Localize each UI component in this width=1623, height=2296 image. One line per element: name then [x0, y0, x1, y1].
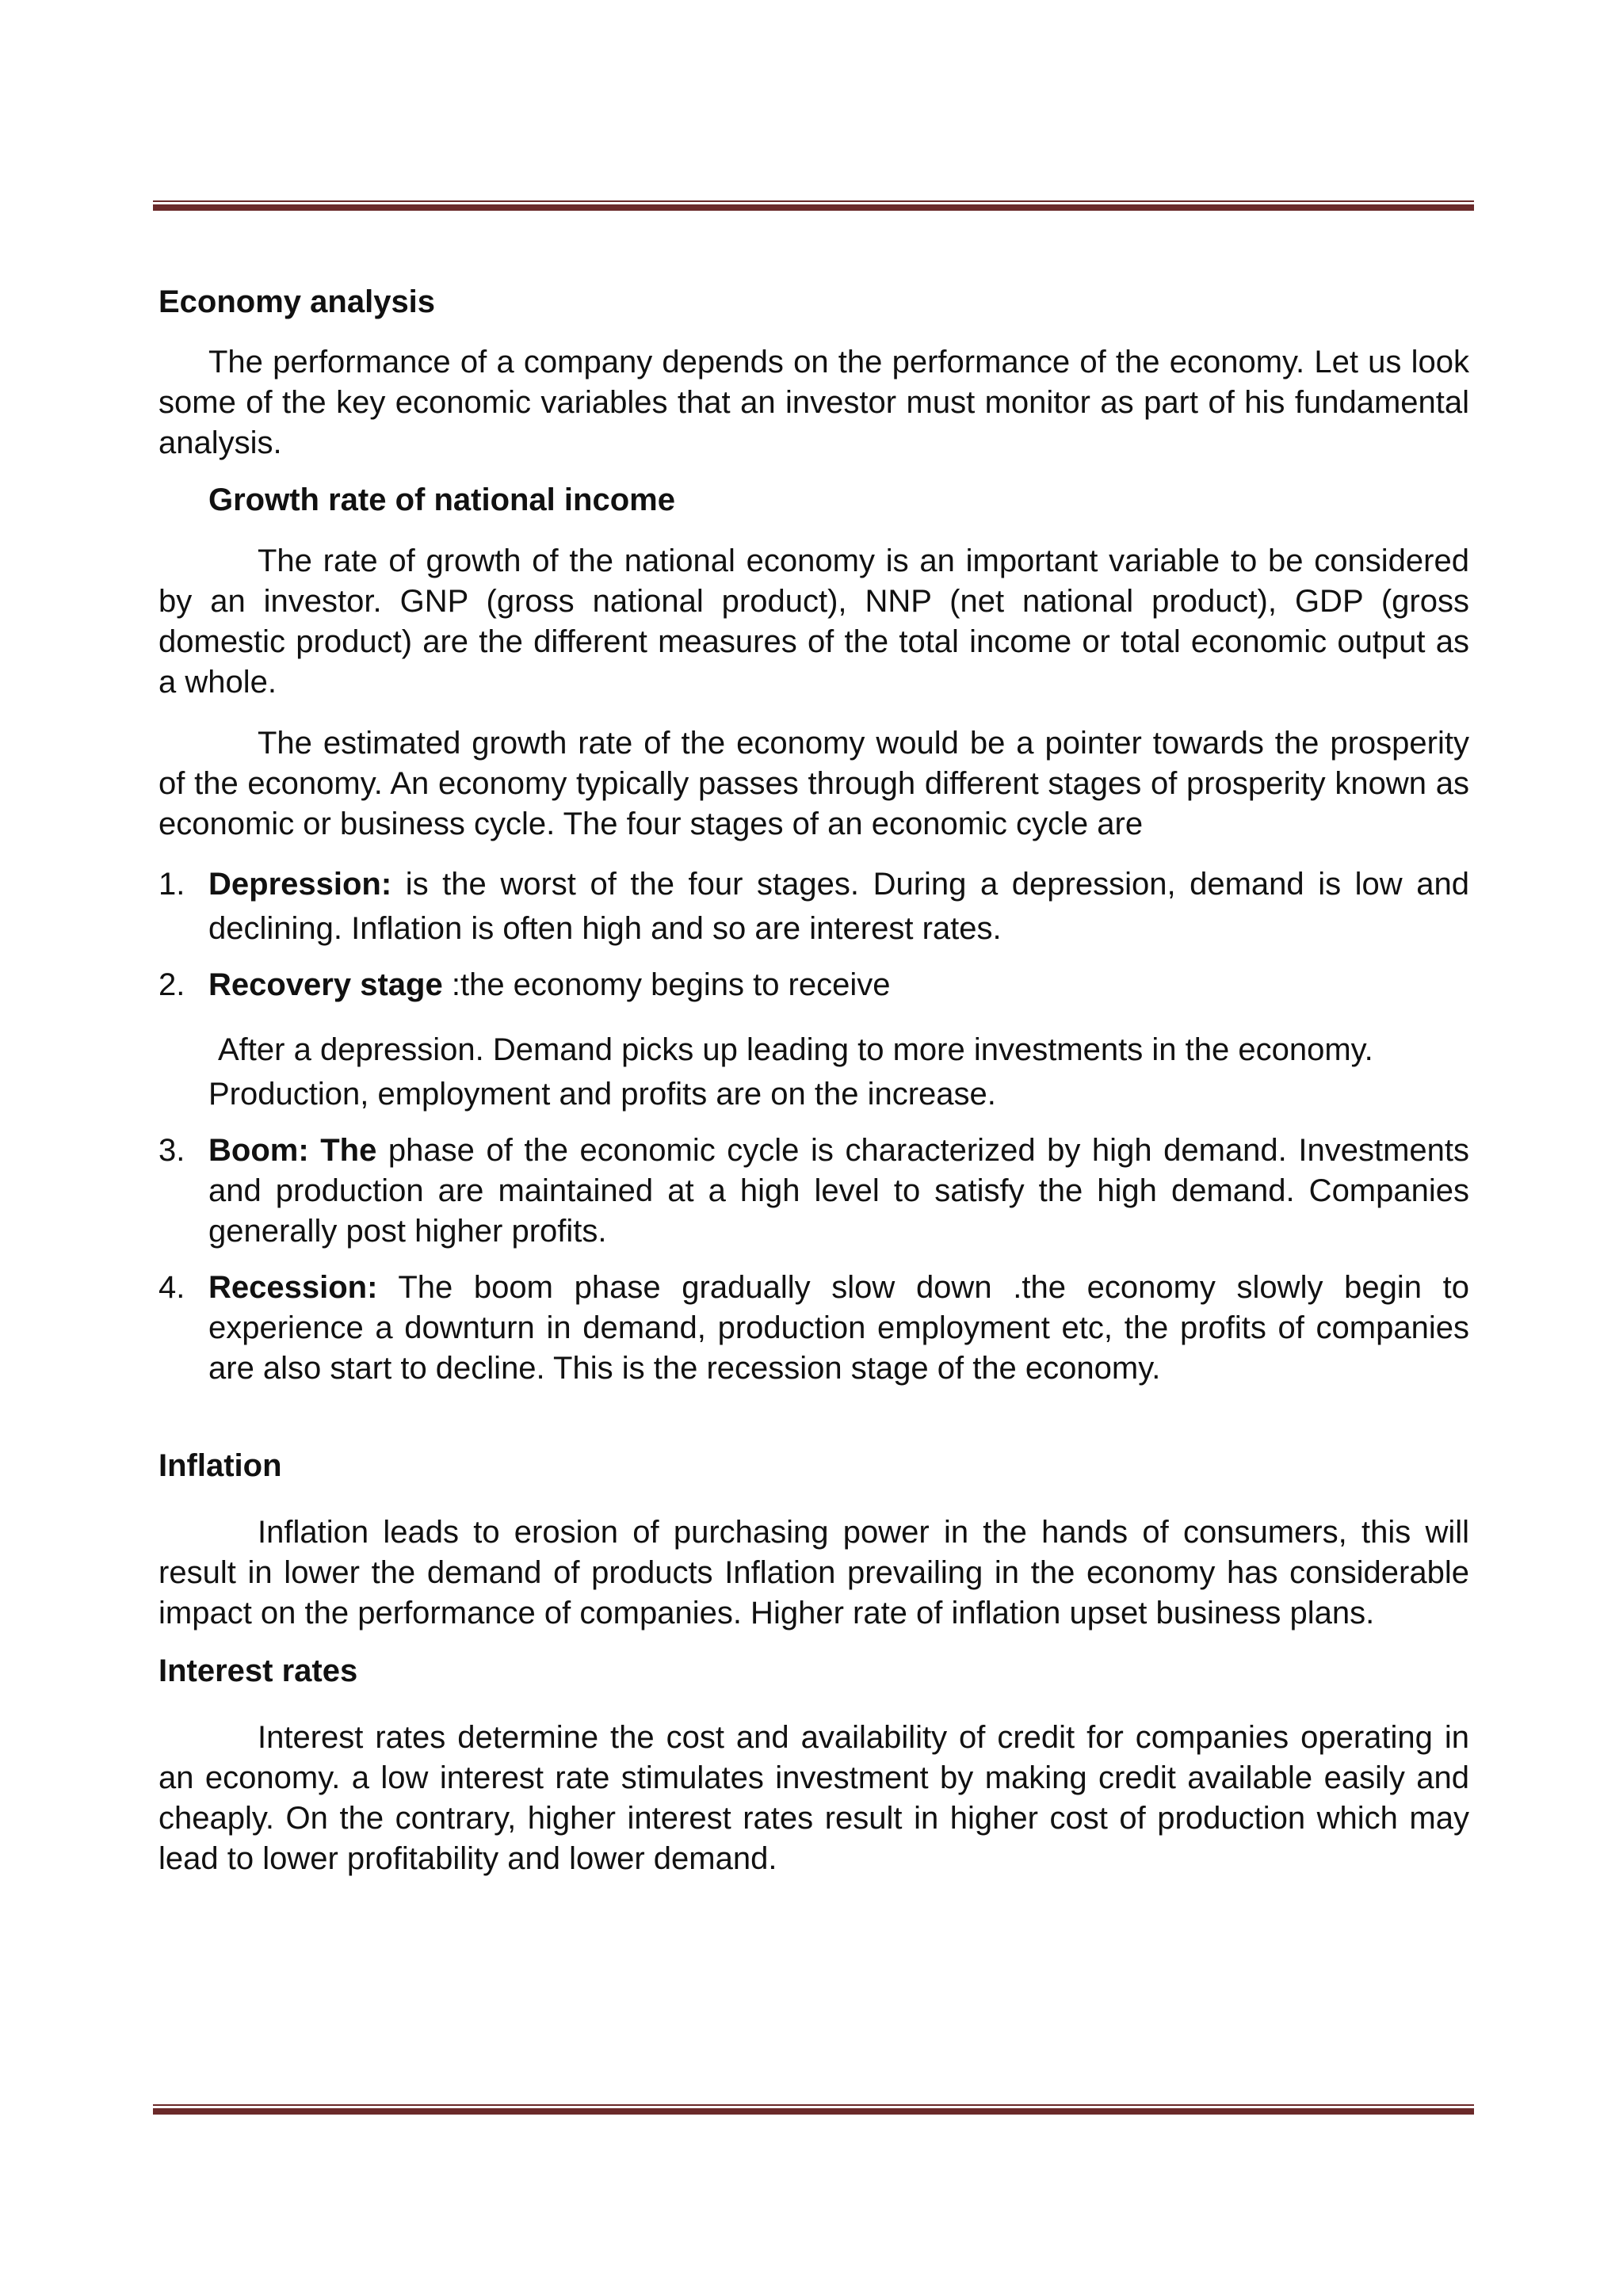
- heading-economy-analysis: Economy analysis: [158, 284, 436, 319]
- paragraph-economy-intro: The performance of a company depends on the performance of the economy. Let us look some of the key economic variables that an investor must monitor as part of his fundamental analysis.: [158, 345, 1469, 460]
- stage-text: The boom phase gradually slow down .the economy slowly begin to experience a downturn in demand, production employment etc, the profits of companies are also start to decline. This is the recession stage of the economy.: [208, 1270, 1469, 1386]
- list-number: 3.: [158, 1133, 185, 1168]
- paragraph-growth-1: The rate of growth of the national economy is an important variable to be considered by an investor. GNP (gross national product), NNP (net national product), GDP (gross domestic product) are the different measures of the total income or total economic output as a whole.: [158, 543, 1469, 700]
- stage-text: is the worst of the four stages. During a depression, demand is low and declining. Inflation is often high and so are interest rates.: [208, 867, 1469, 946]
- paragraph-interest-rates: Interest rates determine the cost and availability of credit for companies operating in an economy. a low interest rate stimulates investment by making credit available easily and cheaply. On the contrary, higher interest rates result in higher cost of production which may lead to lower profitability and lower demand.: [158, 1720, 1469, 1876]
- stage-term: Boom: The: [208, 1133, 377, 1168]
- list-number: 4.: [158, 1270, 185, 1305]
- paragraph-inflation: Inflation leads to erosion of purchasing power in the hands of consumers, this will result in lower the demand of products Inflation prevailing in the economy has considerable impact on the performance of companies. Higher rate of inflation upset business plans.: [158, 1515, 1469, 1630]
- heading-inflation: Inflation: [158, 1448, 282, 1483]
- document-body: [158, 282, 1469, 1879]
- stage-term: Recovery stage: [208, 967, 443, 1002]
- stage-text: phase of the economic cycle is characterized by high demand. Investments and production are maintained at a high level to satisfy the high demand. Companies generally post higher profits.: [208, 1133, 1470, 1249]
- stage-continuation: [158, 1028, 1469, 1116]
- list-number: 1.: [158, 867, 185, 902]
- paragraph-growth-2: The estimated growth rate of the economy would be a pointer towards the prosperity of the economy. An economy typically passes through different stages of prosperity known as economic or business cycle. The four stages of an economic cycle are: [158, 726, 1469, 841]
- heading-growth-rate: Growth rate of national income: [208, 482, 675, 517]
- footer-rule: [153, 2104, 1474, 2115]
- header-rule: [153, 200, 1474, 212]
- list-number: 2.: [158, 967, 185, 1002]
- list-item: [158, 862, 1469, 951]
- list-item: [158, 965, 1469, 1005]
- list-item: [158, 1268, 1469, 1389]
- stage-term: Depression:: [208, 867, 392, 902]
- heading-interest-rates: Interest rates: [158, 1653, 358, 1688]
- stage-text: :the economy begins to receive: [442, 967, 891, 1002]
- stage-continuation-text: After a depression. Demand picks up leading to more investments in the economy. Production, employment and profits are on the increase.: [208, 1032, 1373, 1112]
- stages-list: [158, 862, 1469, 1389]
- list-item: [158, 1131, 1469, 1252]
- stage-term: Recession:: [208, 1270, 378, 1305]
